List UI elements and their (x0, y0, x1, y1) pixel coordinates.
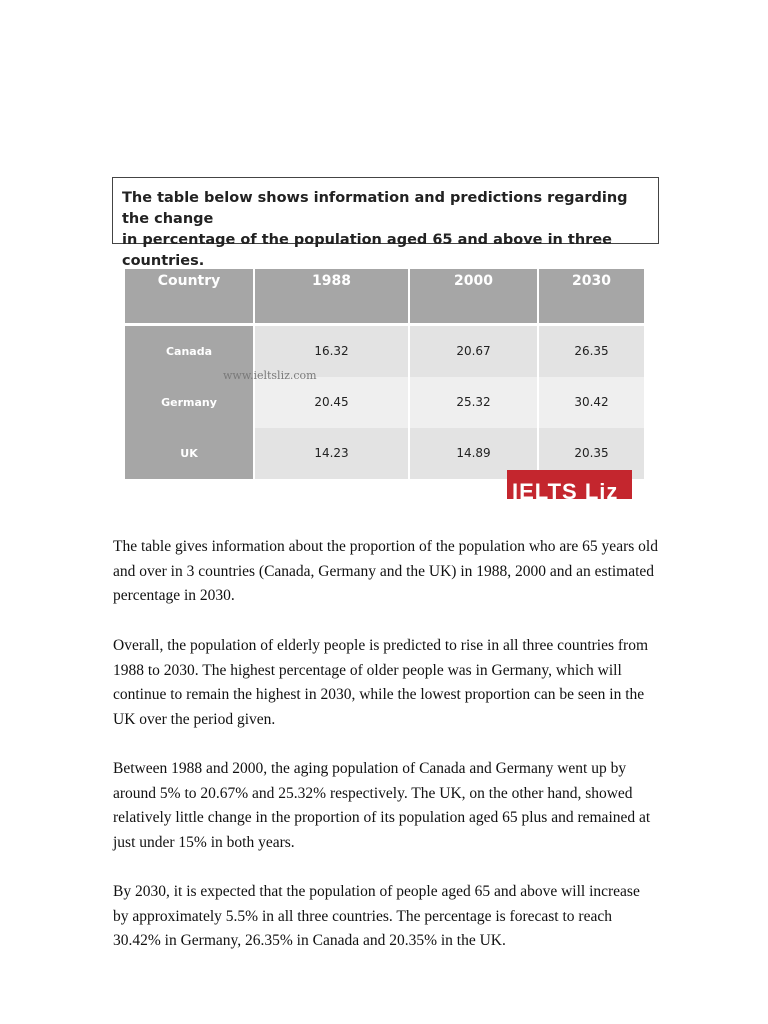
task-prompt-box (112, 177, 659, 269)
header-2030: 2030 (538, 269, 644, 324)
table-header-row (125, 269, 644, 324)
logo-text: IELTS Liz (512, 479, 619, 499)
table-cell: 20.67 (409, 324, 538, 377)
paragraph-body-2: By 2030, it is expected that the population of people aged 65 and above will increase by approximately 5.5% in all three countries. The percentage is forecast to reach 30.42% in Germany, 26.35% in Canada and 20.35% in the UK. (113, 883, 640, 949)
population-table (125, 269, 644, 479)
task-prompt-line-1: The table below shows information and predictions regarding the change (122, 190, 628, 227)
table-cell: 14.89 (409, 428, 538, 479)
task-prompt-line-2: in percentage of the population aged 65 and above in three countries. (122, 232, 612, 269)
header-country: Country (125, 269, 254, 324)
table-cell: 25.32 (409, 377, 538, 428)
table-cell: 14.23 (254, 428, 409, 479)
table-cell: 30.42 (538, 377, 644, 428)
table-cell: 16.32 (254, 324, 409, 377)
row-label-uk: UK (125, 428, 254, 479)
paragraph-overview: Overall, the population of elderly people is predicted to rise in all three countries from 1988 to 2030. The highest percentage of older people was in Germany, which will continue to remain the highest in 2030, while the lowest proportion can be seen in the UK over the period given. (113, 637, 649, 728)
table-row (125, 324, 644, 377)
watermark-text: www.ieltsliz.com (223, 369, 317, 382)
row-label-germany: Germany (125, 377, 254, 428)
table-row (125, 377, 644, 428)
header-2000: 2000 (409, 269, 538, 324)
paragraph-introduction: The table gives information about the proportion of the population who are 65 years old and over in 3 countries (Canada, Germany and the UK) in 1988, 2000 and an estimated percentage in 2030. (113, 538, 658, 604)
paragraph-body-1: Between 1988 and 2000, the aging population of Canada and Germany went up by around 5% to 20.67% and 25.32% respectively. The UK, on the other hand, showed relatively little change in the proportion of its population aged 65 plus and remained at just under 15% in both years. (113, 760, 651, 851)
table-cell: 26.35 (538, 324, 644, 377)
table-cell: 20.35 (538, 428, 644, 479)
row-label-canada: Canada (125, 324, 254, 377)
header-1988: 1988 (254, 269, 409, 324)
ielts-liz-logo (507, 470, 632, 499)
table-cell: 20.45 (254, 377, 409, 428)
